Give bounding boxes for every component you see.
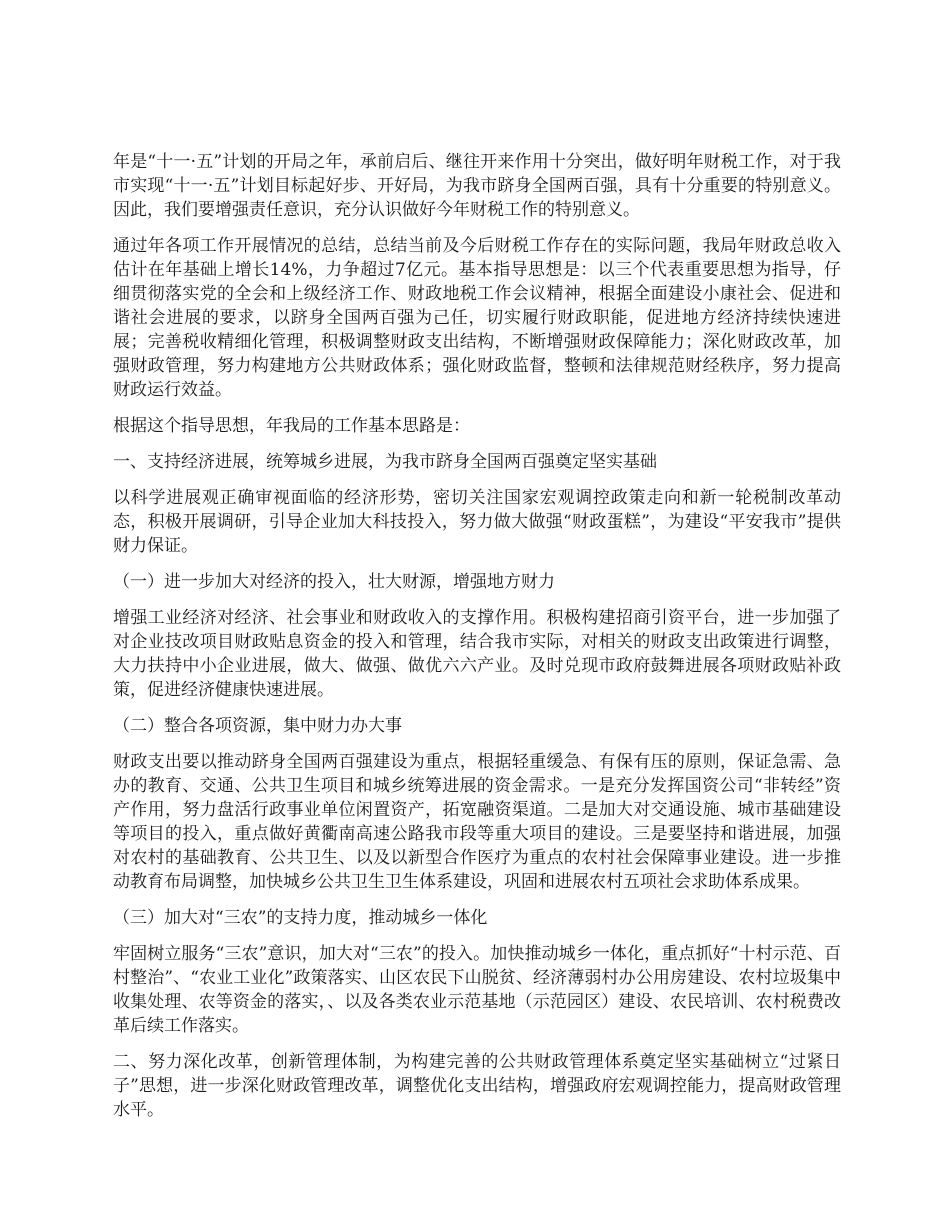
paragraph-section-1: 以科学进展观正确审视面临的经济形势，密切关注国家宏观调控政策走向和新一轮税制改革动态，积极开展调研，引导企业加大科技投入，努力做大做强“财政蛋糕”，为建设“平安我市”提供财力保证。: [113, 488, 841, 556]
subsection-heading-3: （三）加大对“三农”的支持力度，推动城乡一体化: [113, 908, 488, 928]
paragraph-basic-approach: 根据这个指导思想，年我局的工作基本思路是：: [113, 416, 470, 436]
paragraph-intro: 年是“十一·五”计划的开局之年，承前启后、继往开来作用十分突出，做好明年财税工作，对于我市实现“十一·五”计划目标起好步、开好局，为我市跻身全国两百强，具有十分重要的特别意义。因此，我们要增强责任意识，充分认识做好今年财税工作的特别意义。: [113, 152, 841, 220]
section-heading-2: 二、努力深化改革，创新管理体制，为构建完善的公共财政管理体系奠定坚实基础树立“过紧日子”思想，进一步深化财政管理改革，调整优化支出结构，增强政府宏观调控能力，提高财政管理水平。: [113, 1052, 841, 1120]
paragraph-subsection-1: 增强工业经济对经济、社会事业和财政收入的支撑作用。积极构建招商引资平台，进一步加强了对企业技改项目财政贴息资金的投入和管理，结合我市实际，对相关的财政支出政策进行调整，大力扶持中小企业进展，做大、做强、做优六六产业。及时兑现市政府鼓舞进展各项财政贴补政策，促进经济健康快速进展。: [113, 608, 841, 700]
document-body: [113, 150, 841, 1134]
paragraph-guiding-thought: 通过年各项工作开展情况的总结，总结当前及今后财税工作存在的实际问题，我局年财政总收入估计在年基础上增长14%，力争超过7亿元。基本指导思想是：以三个代表重要思想为指导，仔细贯彻落实党的全会和上级经济工作、财政地税工作会议精神，根据全面建设小康社会、促进和谐社会进展的要求，以跻身全国两百强为己任，切实履行财政职能，促进地方经济持续快速进展；完善税收精细化管理，积极调整财政支出结构，不断增强财政保障能力；深化财政改革，加强财政管理，努力构建地方公共财政体系；强化财政监督，整顿和法律规范财经秩序，努力提高财政运行效益。: [113, 236, 841, 400]
subsection-heading-2: （二）整合各项资源，集中财力办大事: [113, 716, 402, 736]
paragraph-subsection-3: 牢固树立服务“三农”意识，加大对“三农”的投入。加快推动城乡一体化，重点抓好“十村示范、百村整治”、“农业工业化”政策落实、山区农民下山脱贫、经济薄弱村办公用房建设、农村垃圾集中收集处理、农等资金的落实，、以及各类农业示范基地（示范园区）建设、农民培训、农村税费改革后续工作落实。: [113, 944, 841, 1036]
paragraph-subsection-2: 财政支出要以推动跻身全国两百强建设为重点，根据轻重缓急、有保有压的原则，保证急需、急办的教育、交通、公共卫生项目和城乡统筹进展的资金需求。一是充分发挥国资公司“非转经”资产作用，努力盘活行政事业单位闲置资产，拓宽融资渠道。二是加大对交通设施、城市基础建设等项目的投入，重点做好黄衢南高速公路我市段等重大项目的建设。三是要坚持和谐进展，加强对农村的基础教育、公共卫生、以及以新型合作医疗为重点的农村社会保障事业建设。进一步推动教育布局调整，加快城乡公共卫生卫生体系建设，巩固和进展农村五项社会求助体系成果。: [113, 752, 841, 892]
section-heading-1: 一、支持经济进展，统筹城乡进展，为我市跻身全国两百强奠定坚实基础: [113, 452, 657, 472]
subsection-heading-1: （一）进一步加大对经济的投入，壮大财源，增强地方财力: [113, 572, 555, 592]
